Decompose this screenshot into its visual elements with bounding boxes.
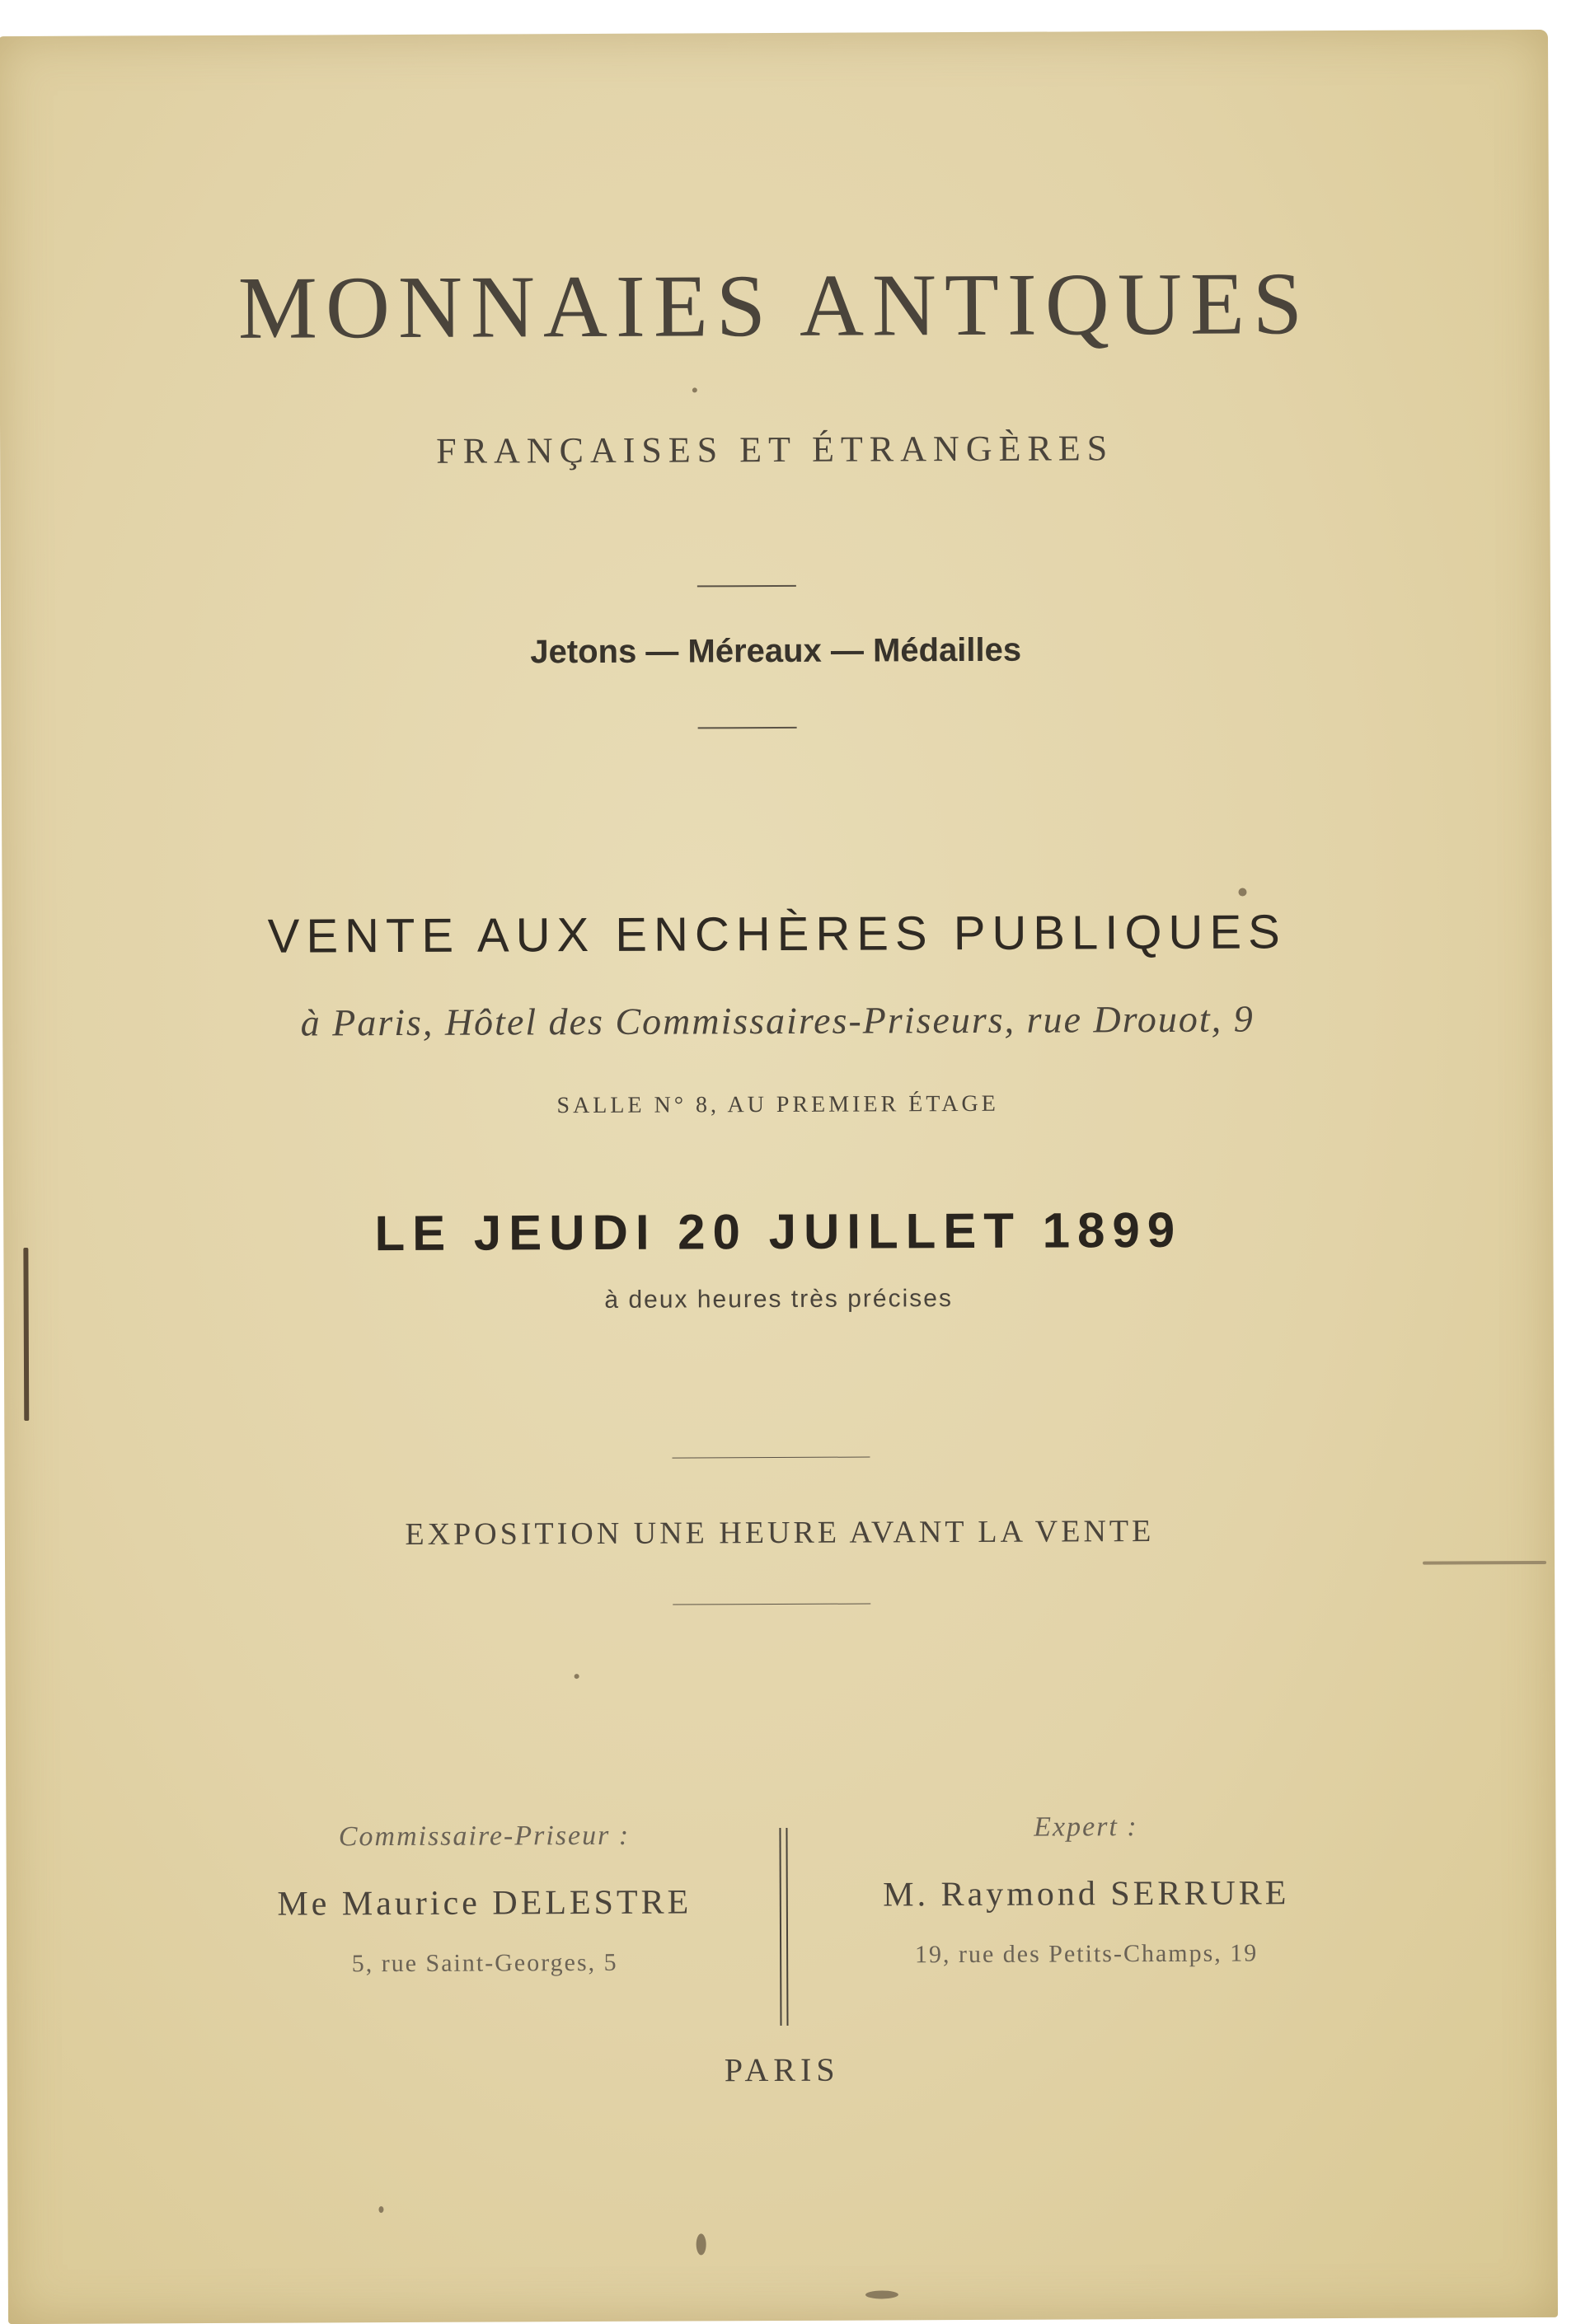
paper-speck (697, 2233, 706, 2255)
auctioneer-block (212, 1820, 757, 1979)
categories-line: Jetons — Méreaux — Médailles (530, 631, 1022, 671)
auctioneer-name: Me Maurice DELESTRE (277, 1883, 692, 1923)
paper-sheet (0, 30, 1558, 2324)
divider-rule (698, 727, 797, 729)
column-divider (779, 1828, 788, 2026)
expert-block (797, 1811, 1375, 1970)
paper-speck (692, 387, 697, 392)
paper-speck (378, 2206, 383, 2213)
document-subtitle: FRANÇAISES ET ÉTRANGÈRES (436, 428, 1114, 471)
sale-heading: VENTE AUX ENCHÈRES PUBLIQUES (267, 905, 1287, 963)
auctioneer-address: 5, rue Saint-Georges, 5 (351, 1948, 618, 1978)
binding-thread (23, 1248, 29, 1421)
expert-address: 19, rue des Petits-Champs, 19 (914, 1939, 1259, 1969)
city-line: PARIS (724, 2050, 840, 2089)
sale-location: à Paris, Hôtel des Commissaires-Priseurs, rue Drouot, 9 (300, 997, 1255, 1044)
divider-rule (673, 1604, 870, 1605)
document-title: MONNAIES ANTIQUES (237, 255, 1311, 358)
sale-date: LE JEUDI 20 JUILLET 1899 (374, 1202, 1183, 1262)
paper-tear-mark (1423, 1561, 1546, 1565)
divider-rule (672, 1457, 870, 1459)
exposition-notice: EXPOSITION UNE HEURE AVANT LA VENTE (405, 1514, 1155, 1552)
paper-speck (865, 2290, 898, 2298)
paper-speck (575, 1674, 579, 1679)
paper-speck (1238, 888, 1246, 897)
sale-time: à deux heures très précises (604, 1285, 953, 1314)
sale-room: SALLE N° 8, AU PREMIER ÉTAGE (556, 1090, 999, 1119)
auctioneer-role: Commissaire-Priseur : (338, 1820, 631, 1853)
divider-rule (697, 585, 796, 588)
expert-role: Expert : (1034, 1811, 1138, 1843)
expert-name: M. Raymond SERRURE (883, 1874, 1290, 1914)
